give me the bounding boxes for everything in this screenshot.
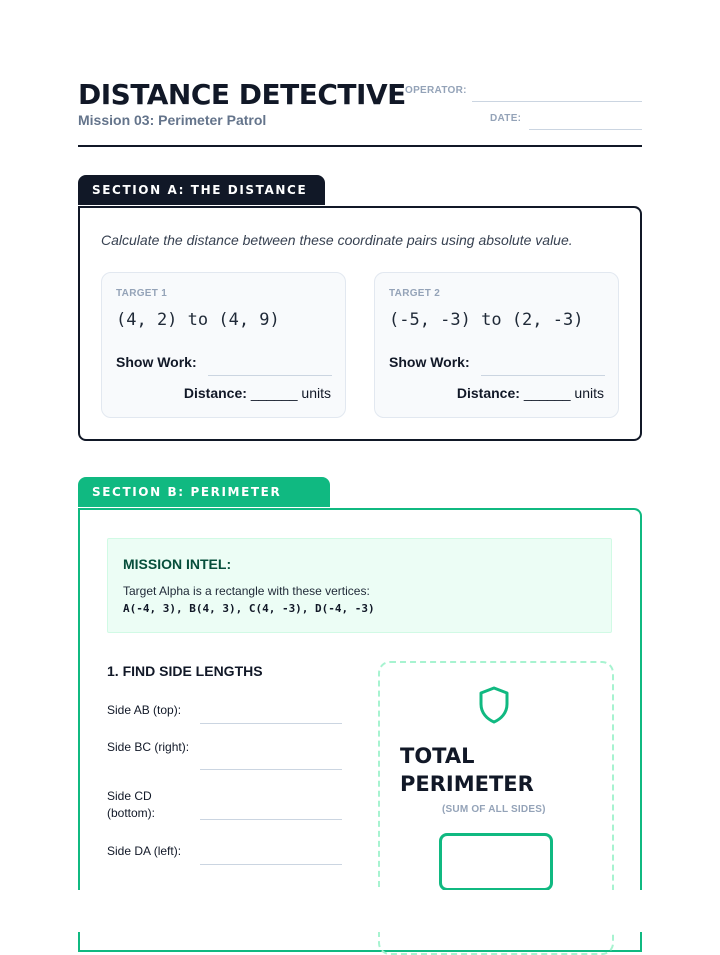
side-bc-label: Side BC (right): bbox=[107, 740, 190, 754]
side-da-label: Side DA (left): bbox=[107, 844, 182, 858]
total-perimeter-title-line1: TOTAL bbox=[400, 744, 475, 768]
side-lengths-title: 1. FIND SIDE LENGTHS bbox=[107, 663, 263, 679]
mission-intel-vertices: A(-4, 3), B(4, 3), C(4, -3), D(-4, -3) bbox=[123, 602, 375, 615]
distance-blank: ______ bbox=[523, 385, 571, 401]
mission-intel-text: Target Alpha is a rectangle with these vertices: bbox=[123, 584, 370, 598]
side-ab-label: Side AB (top): bbox=[107, 703, 182, 717]
side-bc-field[interactable] bbox=[200, 769, 342, 770]
show-work-label: Show Work: bbox=[389, 354, 470, 370]
mission-intel-title: MISSION INTEL: bbox=[123, 556, 232, 572]
page-subtitle: Mission 03: Perimeter Patrol bbox=[78, 112, 267, 128]
side-cd-label: Side CD (bottom): bbox=[107, 789, 156, 820]
distance-unit: units bbox=[301, 385, 331, 401]
show-work-label: Show Work: bbox=[116, 354, 197, 370]
total-perimeter-title bbox=[400, 742, 534, 798]
show-work-field[interactable] bbox=[208, 375, 332, 376]
header-divider bbox=[78, 145, 642, 147]
target-card-2 bbox=[374, 272, 619, 418]
date-label: DATE: bbox=[490, 113, 522, 124]
page-crop-mask bbox=[0, 890, 720, 932]
total-perimeter-subtitle: (SUM OF ALL SIDES) bbox=[442, 804, 546, 815]
section-a-tab: SECTION A: THE DISTANCE LAB bbox=[78, 175, 325, 205]
operator-label: OPERATOR: bbox=[405, 85, 467, 96]
target-card-1 bbox=[101, 272, 346, 418]
show-work-field[interactable] bbox=[481, 375, 605, 376]
page-title: DISTANCE DETECTIVE bbox=[78, 78, 406, 111]
side-da-field[interactable] bbox=[200, 864, 342, 865]
target-label: TARGET 1 bbox=[116, 288, 168, 299]
section-a-instructions: Calculate the distance between these coordinate pairs using absolute value. bbox=[101, 232, 573, 248]
side-ab-field[interactable] bbox=[200, 723, 342, 724]
distance-answer[interactable] bbox=[457, 385, 604, 401]
target-label: TARGET 2 bbox=[389, 288, 441, 299]
shield-icon bbox=[477, 685, 511, 725]
operator-field[interactable] bbox=[472, 101, 642, 102]
target-coords: (4, 2) to (4, 9) bbox=[116, 310, 280, 330]
distance-answer[interactable] bbox=[184, 385, 331, 401]
section-b-tab: SECTION B: PERIMETER PATROL bbox=[78, 477, 330, 507]
distance-label: Distance: bbox=[183, 385, 247, 401]
distance-blank: ______ bbox=[250, 385, 298, 401]
side-cd-field[interactable] bbox=[200, 819, 342, 820]
distance-unit: units bbox=[574, 385, 604, 401]
mission-intel-box bbox=[107, 538, 612, 633]
total-perimeter-title-line2: PERIMETER bbox=[400, 772, 534, 796]
date-field[interactable] bbox=[529, 129, 642, 130]
target-coords: (-5, -3) to (2, -3) bbox=[389, 310, 584, 330]
total-perimeter-answer[interactable] bbox=[439, 833, 553, 891]
distance-label: Distance: bbox=[456, 385, 520, 401]
